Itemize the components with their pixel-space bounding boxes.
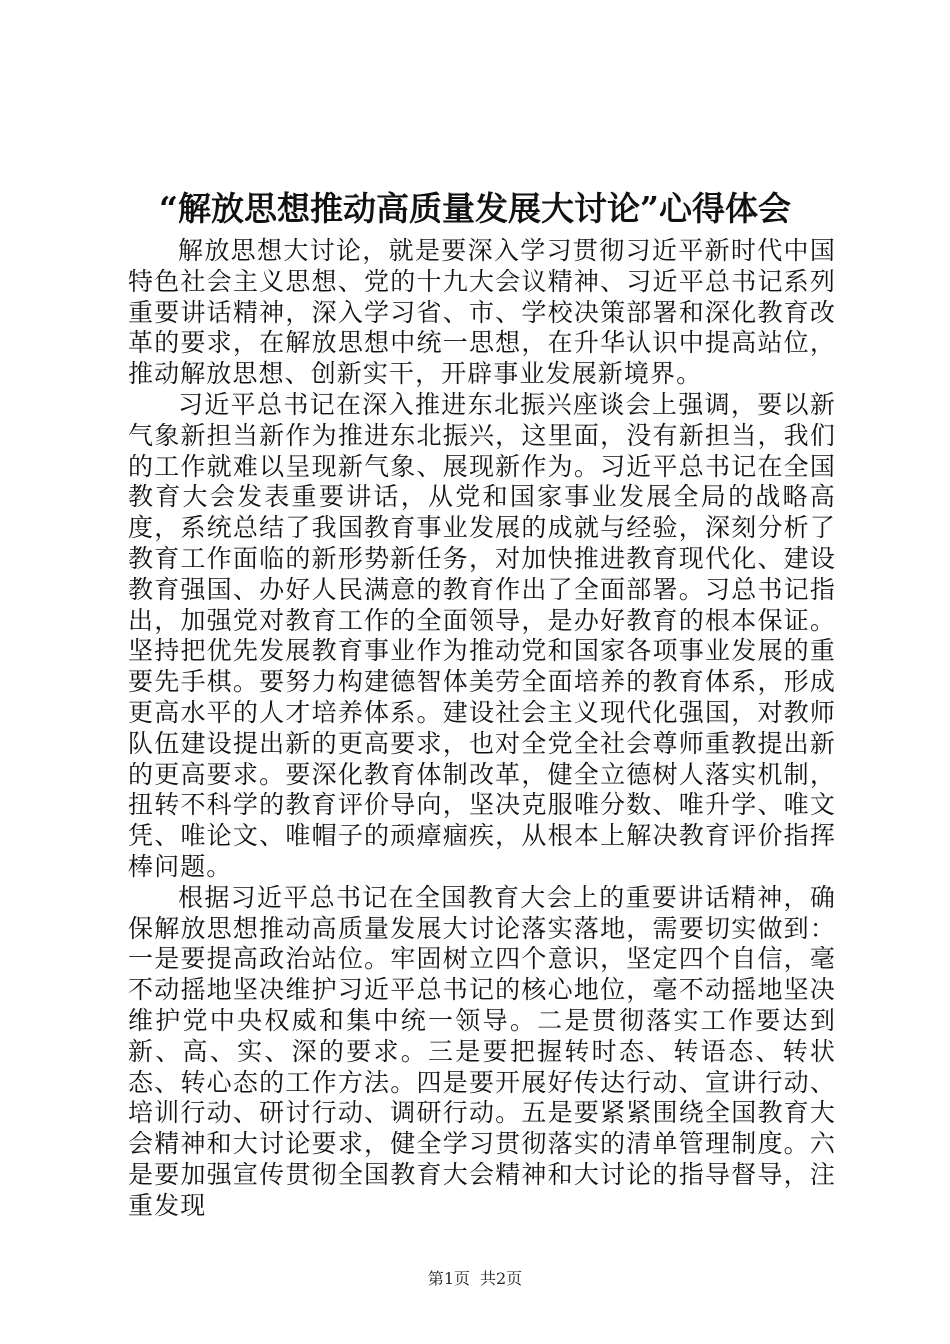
- document-body: [128, 236, 836, 1222]
- paragraph-3: 根据习近平总书记在全国教育大会上的重要讲话精神，确保解放思想推动高质量发展大讨论落实落地，需要切实做到：一是要提高政治站位。牢固树立四个意识，坚定四个自信，毫不动摇地坚决维护习近平总书记的核心地位，毫不动摇地坚决维护党中央权威和集中统一领导。二是贯彻落实工作要达到新、高、实、深的要求。三是要把握转时态、转语态、转状态、转心态的工作方法。四是要开展好传达行动、宣讲行动、培训行动、研讨行动、调研行动。五是要紧紧围绕全国教育大会精神和大讨论要求，健全学习贯彻落实的清单管理制度。六是要加强宣传贯彻全国教育大会精神和大讨论的指导督导，注重发现: [128, 882, 836, 1220]
- page-number-total: 共2页: [480, 1269, 523, 1288]
- paragraph-2: 习近平总书记在深入推进东北振兴座谈会上强调，要以新气象新担当新作为推进东北振兴，这里面，没有新担当，我们的工作就难以呈现新气象、展现新作为。习近平总书记在全国教育大会发表重要讲话，从党和国家事业发展全局的战略高度，系统总结了我国教育事业发展的成就与经验，深刻分析了教育工作面临的新形势新任务，对加快推进教育现代化、建设教育强国、办好人民满意的教育作出了全面部署。习总书记指出，加强党对教育工作的全面领导，是办好教育的根本保证。坚持把优先发展教育事业作为推动党和国家各项事业发展的重要先手棋。要努力构建德智体美劳全面培养的教育体系，形成更高水平的人才培养体系。建设社会主义现代化强国，对教师队伍建设提出新的更高要求，也对全党全社会尊师重教提出新的更高要求。要深化教育体制改革，健全立德树人落实机制，扭转不科学的教育评价导向，坚决克服唯分数、唯升学、唯文凭、唯论文、唯帽子的顽瘴痼疾，从根本上解决教育评价指挥棒问题。: [128, 389, 836, 881]
- page-number-current: 第1页: [427, 1269, 470, 1288]
- document-title: “解放思想推动高质量发展大讨论”心得体会: [159, 189, 791, 228]
- page-footer: [0, 1268, 950, 1290]
- paragraph-1: 解放思想大讨论，就是要深入学习贯彻习近平新时代中国特色社会主义思想、党的十九大会议精神、习近平总书记系列重要讲话精神，深入学习省、市、学校决策部署和深化教育改革的要求，在解放思想中统一思想，在升华认识中提高站位，推动解放思想、创新实干，开辟事业发展新境界。: [128, 236, 836, 389]
